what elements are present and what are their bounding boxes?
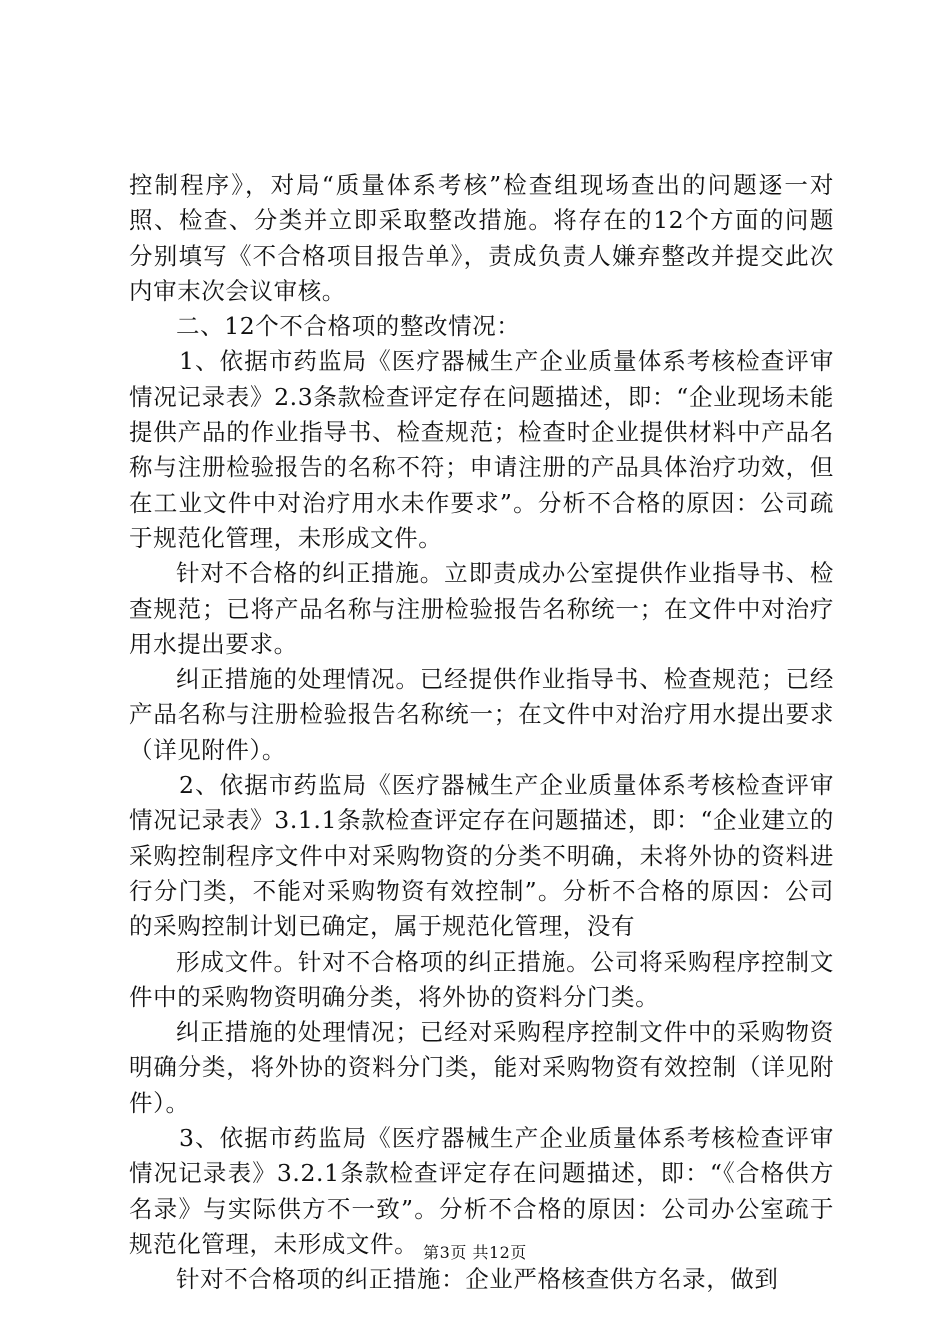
page-number-footer: 第3页 共12页	[423, 1243, 527, 1262]
section-heading-rectification: 二、12个不合格项的整改情况：	[176, 312, 521, 341]
paragraph-item-2-correction: 形成文件。针对不合格项的纠正措施。公司将采购程序控制文件中的采购物资明确分类，将外协的资料分门类。	[129, 947, 834, 1011]
paragraph-item-1: 1、依据市药监局《医疗器械生产企业质量体系考核检查评审情况记录表》2.3条款检查评定存在问题描述，即：“企业现场未能提供产品的作业指导书、检查规范；检查时企业提供材料中产品名称与注册检验报告的名称不符；申请注册的产品具体治疗功效，但在工业文件中对治疗用水未作要求”。分析不合格的原因：公司疏于规范化管理，未形成文件。	[129, 347, 834, 552]
paragraph-item-3: 3、依据市药监局《医疗器械生产企业质量体系考核检查评审情况记录表》3.2.1条款检查评定存在问题描述，即：“《合格供方名录》与实际供方不一致”。分析不合格的原因：公司办公室疏于规范化管理，未形成文件。	[129, 1124, 834, 1258]
paragraph-item-1-correction: 针对不合格的纠正措施。立即责成办公室提供作业指导书、检查规范；已将产品名称与注册检验报告名称统一；在文件中对治疗用水提出要求。	[129, 559, 834, 658]
paragraph-intro-continuation: 控制程序》，对局“质量体系考核”检查组现场查出的问题逐一对照、检查、分类并立即采取整改措施。将存在的12个方面的问题分别填写《不合格项目报告单》，责成负责人嫌弃整改并提交此次内审末次会议审核。	[129, 171, 834, 305]
paragraph-item-1-handling: 纠正措施的处理情况。已经提供作业指导书、检查规范；已经产品名称与注册检验报告名称统一；在文件中对治疗用水提出要求（详见附件）。	[129, 665, 834, 764]
paragraph-item-2-handling: 纠正措施的处理情况；已经对采购程序控制文件中的采购物资明确分类，将外协的资料分门类，能对采购物资有效控制（详见附件）。	[129, 1018, 834, 1117]
paragraph-item-3-correction: 针对不合格项的纠正措施：企业严格核查供方名录，做到	[176, 1265, 779, 1294]
paragraph-item-2: 2、依据市药监局《医疗器械生产企业质量体系考核检查评审情况记录表》3.1.1条款检查评定存在问题描述，即：“企业建立的采购控制程序文件中对采购物资的分类不明确，未将外协的资料进行分门类，不能对采购物资有效控制”。分析不合格的原因：公司的采购控制计划已确定，属于规范化管理，没有	[129, 771, 834, 941]
document-body	[129, 168, 834, 1298]
